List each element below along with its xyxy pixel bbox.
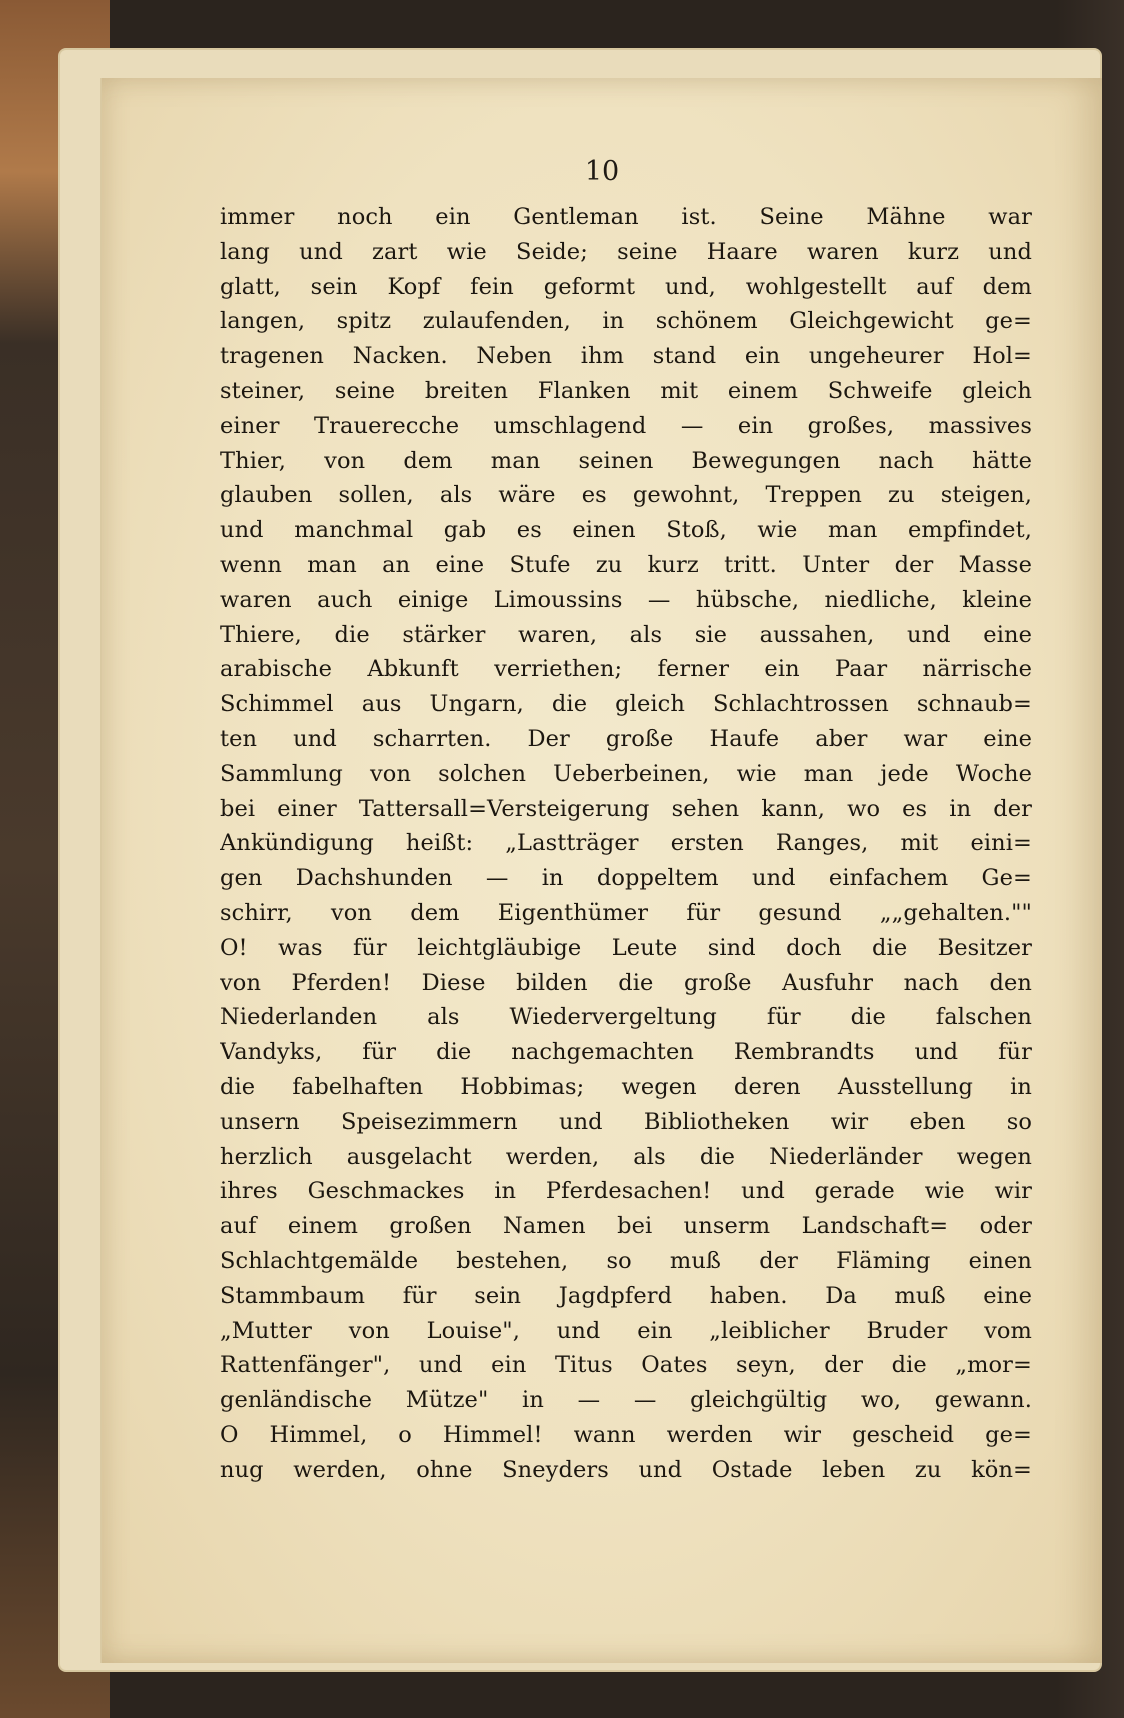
text-line: einer Trauerесche umschlagend — ein großes, massives [220, 412, 1032, 439]
text-line: von Pferden! Diese bilden die große Ausfuhr nach den [220, 969, 1032, 996]
text-line: gen Dachshunden — in doppeltem und einfachem Ge= [220, 865, 1032, 892]
text-line: steiner, seine breiten Flanken mit einem Schweife gleich [220, 377, 1032, 404]
text-line: bei einer Tattersall=Versteigerung sehen kann, wo es in der [220, 795, 1032, 822]
text-line: Schlachtgemälde bestehen, so muß der Fläming einen [220, 1247, 1032, 1274]
text-line: Rattenfänger", und ein Titus Oates seyn, der die „mor= [220, 1352, 1032, 1379]
page-number: 10 [584, 156, 620, 187]
text-line: die fabelhaften Hobbimas; wegen deren Ausstellung in [220, 1073, 1032, 1100]
text-line: Thier, von dem man seinen Bewegungen nach hätte [220, 447, 1032, 474]
text-line: wenn man an eine Stufe zu kurz tritt. Unter der Masse [220, 551, 1032, 578]
text-line: waren auch einige Limoussins — hübsche, niedliche, kleine [220, 586, 1032, 613]
book-page [100, 78, 1102, 1663]
text-line: „Mutter von Louise", und ein „leiblicher Bruder vom [220, 1317, 1032, 1344]
text-line: Stammbaum für sein Jagdpferd haben. Da muß eine [220, 1282, 1032, 1309]
text-line: arabische Abkunft verriethen; ferner ein Paar närrische [220, 656, 1032, 683]
text-line: Thiere, die stärker waren, als sie aussahen, und eine [220, 621, 1032, 648]
text-line: ihres Geschmackes in Pferdesachen! und gerade wie wir [220, 1178, 1032, 1205]
text-line: glatt, sein Kopf fein geformt und, wohlgestellt auf dem [220, 273, 1032, 300]
text-line: langen, spitz zulaufenden, in schönem Gleichgewicht ge= [220, 308, 1032, 335]
text-line: O! was für leichtgläubige Leute sind doch die Besitzer [220, 934, 1032, 961]
text-line: glauben sollen, als wäre es gewohnt, Treppen zu steigen, [220, 482, 1032, 509]
text-line: genländische Mütze" in — — gleichgültig wo, gewann. [220, 1387, 1032, 1414]
page-body-text [220, 200, 1032, 1487]
text-line: Schimmel aus Ungarn, die gleich Schlachtrossen schnaub= [220, 691, 1032, 718]
text-line: nug werden, ohne Sneyders und Ostade leben zu kön= [220, 1456, 1032, 1483]
text-line: Vandyks, für die nachgemachten Rembrandts und für [220, 1039, 1032, 1066]
text-line: unsern Speisezimmern und Bibliotheken wir eben so [220, 1108, 1032, 1135]
text-line: Sammlung von solchen Ueberbeinen, wie man jede Woche [220, 760, 1032, 787]
text-line: und manchmal gab es einen Stoß, wie man empfindet, [220, 517, 1032, 544]
text-line: Niederlanden als Wiedervergeltung für die falschen [220, 1004, 1032, 1031]
text-line: lang und zart wie Seide; seine Haare waren kurz und [220, 238, 1032, 265]
text-line: schirr, von dem Eigenthümer für gesund „„gehalten."" [220, 899, 1032, 926]
text-line: tragenen Nacken. Neben ihm stand ein ungeheurer Hol= [220, 343, 1032, 370]
text-line: herzlich ausgelacht werden, als die Niederländer wegen [220, 1143, 1032, 1170]
text-line: immer noch ein Gentleman ist. Seine Mähne war [220, 204, 1032, 230]
text-line: Ankündigung heißt: „Lastträger ersten Ranges, mit eini= [220, 830, 1032, 857]
text-line: auf einem großen Namen bei unserm Landschaft= oder [220, 1213, 1032, 1240]
text-line: ten und scharrten. Der große Haufe aber war eine [220, 725, 1032, 752]
text-line: O Himmel, o Himmel! wann werden wir gescheid ge= [220, 1421, 1032, 1448]
